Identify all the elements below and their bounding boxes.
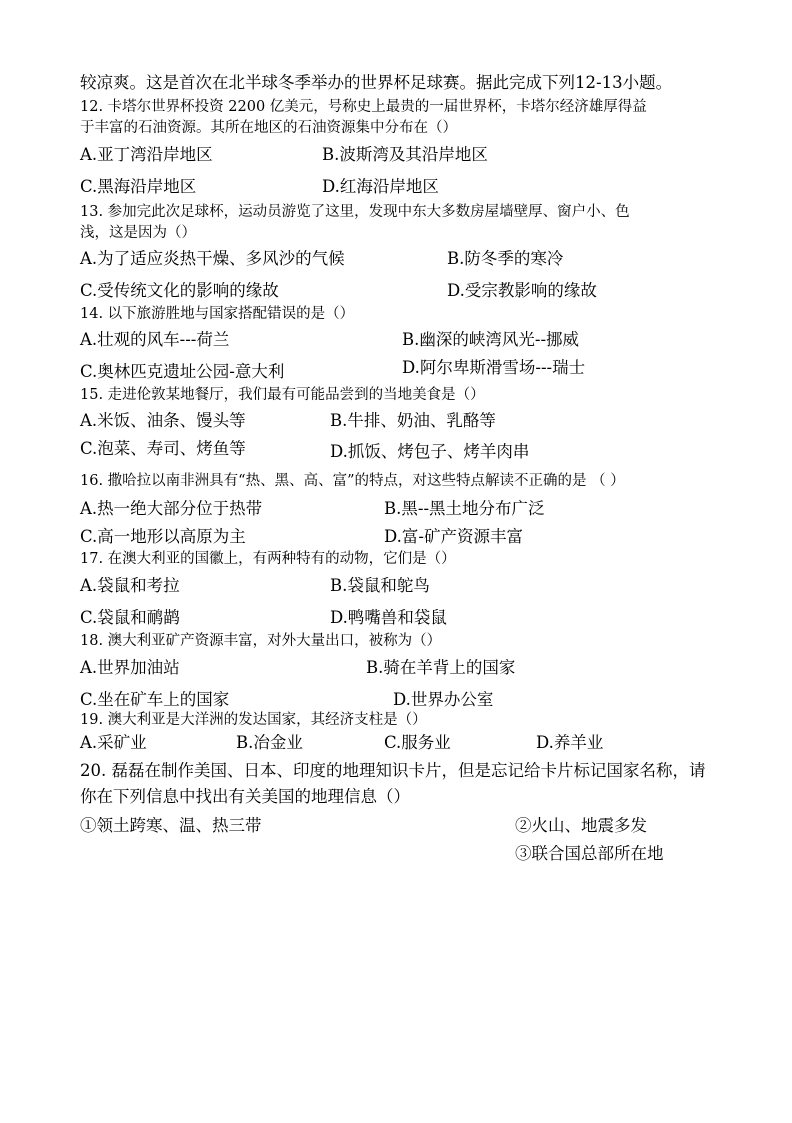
q18-stem: 18. 澳大利亚矿产资源丰富，对外大量出口，被称为（）	[80, 633, 442, 649]
q16-option-d: D.富-矿产资源丰富	[384, 527, 523, 546]
q13-option-c: C.受传统文化的影响的缘故	[80, 281, 279, 300]
q15-option-c: C.泡菜、寿司、烤鱼等	[80, 439, 246, 458]
q15-option-a: A.米饭、油条、馒头等	[80, 411, 246, 430]
q12-stem-line2: 于丰富的石油资源。其所在地区的石油资源集中分布在（）	[80, 120, 457, 136]
q17-option-d: D.鸭嘴兽和袋鼠	[330, 608, 447, 627]
q19-option-c: C.服务业	[384, 733, 451, 752]
q19-option-d: D.养羊业	[536, 733, 604, 752]
q19-stem: 19. 澳大利亚是大洋洲的发达国家，其经济支柱是（）	[80, 712, 427, 728]
q14-option-b: B.幽深的峡湾风光--挪威	[402, 330, 580, 349]
q18-option-b: B.骑在羊背上的国家	[366, 658, 516, 677]
q12-option-c: C.黑海沿岸地区	[80, 177, 197, 196]
q14-option-d: D.阿尔卑斯滑雪场---瑞士	[402, 358, 586, 377]
q13-stem-line1: 13. 参加完此次足球杯，运动员游览了这里，发现中东大多数房屋墙壁厚、窗户小、色	[80, 204, 630, 220]
q15-option-d: D.抓饭、烤包子、烤羊肉串	[330, 442, 530, 461]
q16-option-b: B.黑--黑土地分布广泛	[384, 499, 545, 518]
q16-option-c: C.高一地形以高原为主	[80, 527, 246, 546]
q14-stem: 14. 以下旅游胜地与国家搭配错误的是（）	[80, 306, 355, 322]
q17-option-c: C.袋鼠和鸸鹋	[80, 608, 180, 627]
q19-option-a: A.采矿业	[80, 733, 147, 752]
q12-stem-line1: 12. 卡塔尔世界杯投资 2200 亿美元，号称史上最贵的一届世界杯，卡塔尔经济雄厚得益	[80, 99, 647, 115]
q18-option-d: D.世界办公室	[393, 690, 494, 709]
q13-option-a: A.为了适应炎热干燥、多风沙的气候	[80, 249, 345, 268]
q20-item-3: ③联合国总部所在地	[515, 844, 664, 863]
q17-stem: 17. 在澳大利亚的国徽上，有两种特有的动物，它们是（）	[80, 551, 456, 567]
q14-option-a: A.壮观的风车---荷兰	[80, 330, 230, 349]
q20-item-1: ①领土跨寒、温、热三带	[80, 816, 262, 835]
q13-option-d: D.受宗教影响的缘故	[447, 281, 597, 300]
q20-stem-line2: 你在下列信息中找出有关美国的地理信息（）	[80, 787, 410, 806]
q16-stem: 16. 撒哈拉以南非洲具有“热、黑、高、富”的特点，对这些特点解读不正确的是 （ ）	[80, 473, 625, 489]
q15-option-b: B.牛排、奶油、乳酪等	[330, 411, 496, 430]
q13-option-b: B.防冬季的寒冷	[447, 249, 564, 268]
intro-line: 较凉爽。这是首次在北半球冬季举办的世界杯足球赛。据此完成下列12-13小题。	[80, 73, 673, 92]
q12-option-a: A.亚丁湾沿岸地区	[80, 145, 213, 164]
q16-option-a: A.热一绝大部分位于热带	[80, 499, 263, 518]
q12-option-b: B.波斯湾及其沿岸地区	[322, 145, 488, 164]
q14-option-c: C.奥林匹克遗址公园-意大利	[80, 362, 285, 381]
q20-item-2: ②火山、地震多发	[515, 816, 647, 835]
q17-option-b: B.袋鼠和鸵鸟	[330, 576, 430, 595]
q12-option-d: D.红海沿岸地区	[322, 177, 439, 196]
q13-stem-line2: 浅，这是因为（）	[80, 225, 196, 241]
q15-stem: 15. 走进伦敦某地餐厅，我们最有可能品尝到的当地美食是（）	[80, 387, 485, 403]
q18-option-a: A.世界加油站	[80, 658, 180, 677]
q19-option-b: B.冶金业	[236, 733, 303, 752]
q18-option-c: C.坐在矿车上的国家	[80, 690, 230, 709]
q17-option-a: A.袋鼠和考拉	[80, 576, 180, 595]
q20-stem-line1: 20. 磊磊在制作美国、日本、印度的地理知识卡片，但是忘记给卡片标记国家名称，请	[80, 761, 706, 780]
